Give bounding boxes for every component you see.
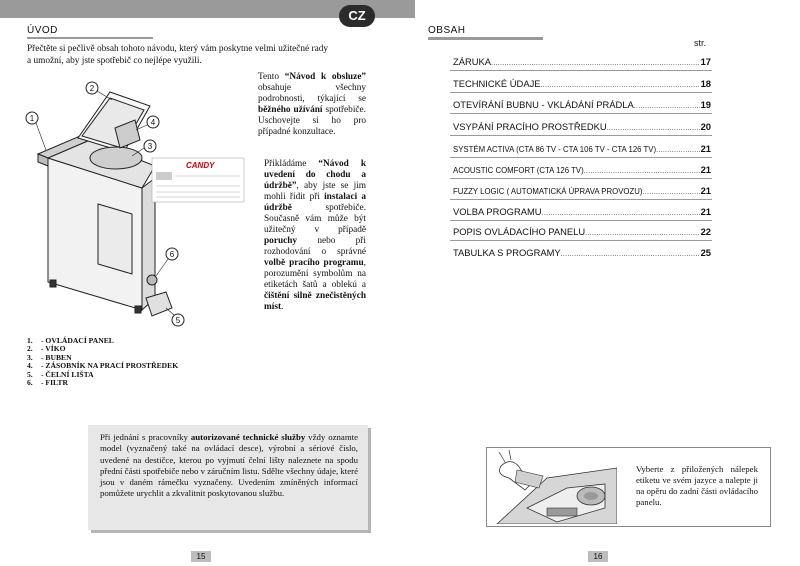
section-rule xyxy=(428,37,543,40)
text-run-bold: autorizované technické služby xyxy=(190,432,306,442)
toc-leader xyxy=(542,210,700,217)
text-run-bold: instalaci a údržbě xyxy=(264,192,366,213)
divider xyxy=(450,70,712,71)
text-run: spotřebiče. Uschovejte si ho pro případné konzultace. xyxy=(258,105,366,137)
text-run: , aby jste se jim mohli řídit při xyxy=(264,181,366,202)
part-number: 2. xyxy=(27,344,33,354)
sticker-note-text: Vyberte z přiložených nálepek etiketu ve svém jazyce a nalepte ji na opěru do zadní části ovládacího panelu. xyxy=(636,464,758,507)
toc-entry[interactable] xyxy=(453,121,711,132)
part-number: 4. xyxy=(27,361,33,371)
callout-4: 4 xyxy=(150,118,156,127)
callout-5: 5 xyxy=(175,316,181,325)
part-number: 1. xyxy=(27,336,33,345)
service-info-text xyxy=(100,432,358,500)
divider xyxy=(450,199,712,200)
text-run-bold: volbě pracího programu xyxy=(264,258,364,268)
callout-6: 6 xyxy=(169,250,175,259)
text-run: nebo při rozhodování o správné xyxy=(264,236,366,257)
text-run-bold: “Návod k obsluze” xyxy=(284,72,366,82)
text-run: Tento xyxy=(258,72,285,82)
divider xyxy=(450,220,712,221)
toc-entry[interactable] xyxy=(453,226,711,237)
text-run: spotřebiče. Současně vám může být užitečný v případě xyxy=(264,203,366,235)
text-run: Přikládáme xyxy=(264,159,319,169)
toc-label: FUZZY LOGIC ( AUTOMATICKÁ ÚPRAVA PROVOZU) xyxy=(453,187,643,196)
toc-leader xyxy=(491,60,700,67)
toc-entry[interactable] xyxy=(453,185,711,196)
toc-label: TECHNICKÉ ÚDAJE xyxy=(453,78,541,89)
text-run-bold: poruchy xyxy=(264,236,298,246)
part-label: - VÍKO xyxy=(41,344,66,354)
toc-leader xyxy=(607,125,700,132)
part-number: 3. xyxy=(27,352,33,362)
filter xyxy=(147,275,157,285)
text-run: , porozumění symbolům na etiketách šatů a oblekú a xyxy=(264,258,366,290)
toc-page: 19 xyxy=(700,99,711,110)
toc-leader xyxy=(642,189,699,196)
divider xyxy=(450,178,712,179)
part-label: - ZÁSOBNÍK NA PRACÍ PROSTŘEDEK xyxy=(41,361,179,371)
toc-page: 21 xyxy=(700,143,711,154)
toc-label: SYSTÉM ACTIVA (CTA 86 TV - CTA 106 TV - CTA 126 TV) xyxy=(453,145,657,154)
part-label: - BUBEN xyxy=(41,352,72,362)
rating-plate xyxy=(152,158,244,202)
toc-page: 21 xyxy=(700,185,711,196)
text-run-bold: čištění silně znečistěných míst xyxy=(264,291,366,312)
intro-line: a umožní, aby jste spotřebič co nejlépe využili. xyxy=(27,56,202,66)
part-number: 6. xyxy=(27,378,33,388)
section-title-obsah: OBSAH xyxy=(428,25,466,36)
toc-leader xyxy=(541,82,700,89)
toc-entry[interactable] xyxy=(453,78,711,89)
toc-label: VOLBA PROGRAMU xyxy=(453,206,542,217)
washing-machine-illustration xyxy=(20,70,250,330)
page-column-label: str. xyxy=(694,38,707,48)
drum xyxy=(90,147,142,169)
callout-1: 1 xyxy=(29,114,35,123)
text-run-bold: “Návod k uvedení do chodu a údržbě” xyxy=(264,159,366,191)
callout-3: 3 xyxy=(147,142,153,151)
toc-entry[interactable] xyxy=(453,206,711,217)
toc-entry[interactable] xyxy=(453,56,711,67)
intro-text xyxy=(27,43,382,67)
intro-line: Přečtěte si pečlivě obsah tohoto návodu, který vám poskytne velmi užitečné rady xyxy=(27,44,329,54)
language-badge: CZ xyxy=(339,5,375,27)
text-run-bold: běžného užívání xyxy=(258,105,323,115)
toc-label: POPIS OVLÁDACÍHO PANELU xyxy=(453,226,586,237)
toc-entry[interactable] xyxy=(453,247,711,258)
toc-page: 22 xyxy=(700,226,711,237)
parts-list xyxy=(27,337,178,387)
callout-2: 2 xyxy=(89,84,95,93)
toc-label: ACOUSTIC COMFORT (CTA 126 TV) xyxy=(453,166,584,175)
text-run: Při jednání s pracovníky xyxy=(100,432,191,442)
text-run: . xyxy=(281,302,284,312)
text-run: vždy oznamte model (vyznačený také na ovládací desce), výrobní a sériové číslo, uvedené na destičce, kterou po vyjmutí čelní lišty naleznete na spodu přední části spotřebiče nebo v záručním listu. Sdělte všechny údaje, které jsou v daném rámečku vyznačeny. Uvedením zmíněných informací pomůžete urychlit a zkvalitnit poskytovanou službu. xyxy=(100,432,359,499)
divider xyxy=(450,92,712,93)
toc-leader xyxy=(656,147,699,154)
toc-page: 21 xyxy=(700,164,711,175)
toc-page: 18 xyxy=(700,78,711,89)
toc-page: 25 xyxy=(700,247,711,258)
part-label: - ČELNÍ LIŠTA xyxy=(41,369,94,379)
toc-entry[interactable] xyxy=(453,99,711,110)
toc-entry[interactable] xyxy=(453,143,711,154)
page-number-right: 16 xyxy=(588,551,608,562)
toc-page: 21 xyxy=(700,206,711,217)
divider xyxy=(450,240,712,241)
page-number-left: 15 xyxy=(191,551,211,562)
toc-label: ZÁRUKA xyxy=(453,56,492,67)
install-description xyxy=(264,159,366,313)
toc-entry[interactable] xyxy=(453,164,711,175)
toc-page: 17 xyxy=(700,56,711,67)
part-number: 5. xyxy=(27,369,33,379)
section-title-uvod: ÚVOD xyxy=(27,25,58,36)
divider xyxy=(450,113,712,114)
toc-label: VSYPÁNÍ PRACÍHO PROSTŘEDKU xyxy=(453,121,607,132)
toc-leader xyxy=(584,168,700,175)
divider xyxy=(450,135,712,136)
list-item xyxy=(27,379,178,387)
toc-page: 20 xyxy=(700,121,711,132)
toc-leader xyxy=(634,103,700,110)
manual-description xyxy=(258,72,366,138)
toc-leader xyxy=(561,251,700,258)
sticker-illustration xyxy=(487,448,617,524)
brand-logo: CANDY xyxy=(186,161,215,170)
toc-leader xyxy=(585,230,699,237)
part-label: - FILTR xyxy=(41,378,68,388)
section-rule xyxy=(27,37,153,39)
part-label: - OVLÁDACÍ PANEL xyxy=(41,336,114,345)
toc-label: TABULKA S PROGRAMY xyxy=(453,247,561,258)
divider xyxy=(450,157,712,158)
text-run: obsahuje všechny podrobnosti, týkající se xyxy=(258,83,366,104)
toc-label: OTEVÍRÁNÍ BUBNU - VKLÁDÁNÍ PRÁDLA xyxy=(453,99,634,110)
